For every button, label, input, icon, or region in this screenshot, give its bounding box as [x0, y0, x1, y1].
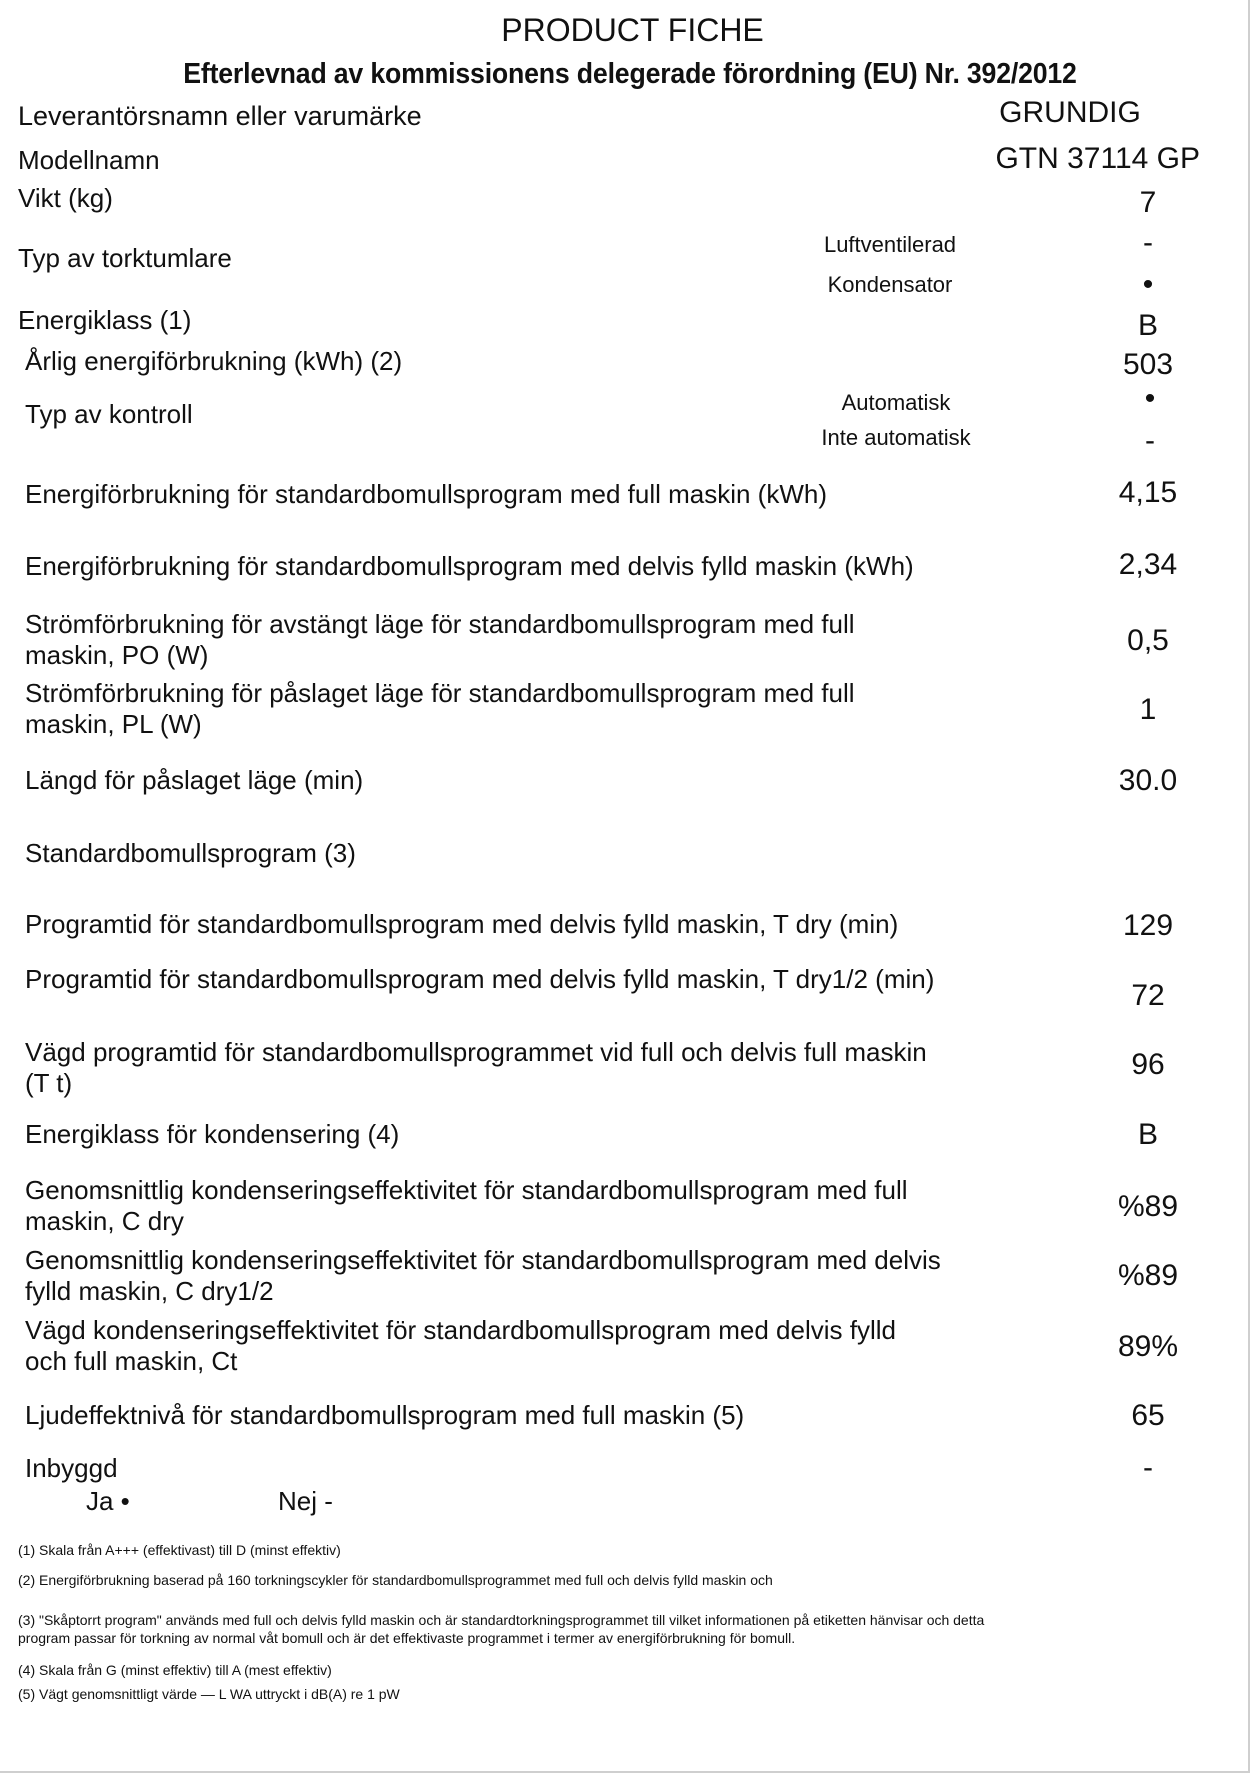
automatic-value: •: [1144, 382, 1156, 415]
energy-full-label: Energiförbrukning för standardbomullsprogram med full maskin (kWh): [25, 479, 827, 509]
power-left-on-label: Strömförbrukning för påslaget läge för standardbomullsprogram med full maskin, PL (W): [25, 678, 855, 739]
energy-class-label: Energiklass (1): [18, 305, 192, 335]
built-in-value: -: [1143, 1451, 1153, 1484]
control-type-label: Typ av kontroll: [25, 399, 193, 429]
dryer-type-label: Typ av torktumlare: [18, 243, 232, 273]
model-value: GTN 37114 GP: [995, 142, 1200, 175]
energy-partial-label: Energiförbrukning för standardbomullsprogram med delvis fylld maskin (kWh): [25, 551, 914, 581]
weighted-cond-label: Vägd kondenseringseffektivitet för standardbomullsprogram med delvis fylld och full maskin, Ct: [25, 1315, 896, 1376]
supplier-label: Leverantörsnamn eller varumärke: [18, 101, 422, 131]
footnote-3: (3) "Skåptorrt program" används med full och delvis fylld maskin och är standardtorkningsprogrammet till vilket informationen på etiketten hänvisar och detta program passar för torkning av normal våt bomull och är det effektivaste programmet i termer av energiförbrukning för bomull.: [18, 1612, 985, 1646]
air-vented-label: Luftventilerad: [823, 232, 957, 257]
noise-label: Ljudeffektnivå för standardbomullsprogram med full maskin (5): [25, 1400, 745, 1430]
energy-class-value: B: [1137, 309, 1158, 342]
cond-eff-full-value: %89: [1117, 1190, 1179, 1223]
weighted-cond-value: 89%: [1117, 1330, 1179, 1363]
power-off-value: 0,5: [1127, 624, 1169, 657]
weighted-time-value: 96: [1131, 1048, 1165, 1081]
footnote-2: (2) Energiförbrukning baserad på 160 torkningscykler för standardbomullsprogrammet med full och delvis fylld maskin och: [18, 1572, 773, 1588]
standard-program-label: Standardbomullsprogram (3): [25, 838, 356, 868]
model-label: Modellnamn: [18, 145, 160, 175]
footnote-4: (4) Skala från G (minst effektiv) till A (mest effektiv): [18, 1662, 332, 1678]
power-left-on-value: 1: [1139, 693, 1157, 726]
footnote-1: (1) Skala från A+++ (effektivast) till D (minst effektiv): [18, 1542, 341, 1558]
cond-eff-full-label: Genomsnittlig kondenseringseffektivitet för standardbomullsprogram med full maskin, C dry: [25, 1175, 908, 1236]
program-time-partial-label: Programtid för standardbomullsprogram med delvis fylld maskin, T dry (min): [25, 909, 899, 939]
weight-value: 7: [1139, 186, 1157, 219]
weight-label: Vikt (kg): [18, 183, 113, 213]
non-automatic-value: -: [1145, 424, 1155, 457]
program-time-half-value: 72: [1131, 979, 1165, 1012]
condenser-label: Kondensator: [827, 272, 953, 297]
condensation-class-label: Energiklass för kondensering (4): [25, 1119, 400, 1149]
annual-energy-value: 503: [1122, 348, 1174, 381]
built-in-yes: Ja •: [86, 1486, 130, 1516]
condensation-class-value: B: [1137, 1118, 1158, 1151]
air-vented-value: -: [1143, 226, 1153, 259]
program-time-half-label: Programtid för standardbomullsprogram med delvis fylld maskin, T dry1/2 (min): [25, 964, 935, 994]
program-time-partial-value: 129: [1122, 909, 1174, 942]
regulation-subtitle: Efterlevnad av kommissionens delegerade förordning (EU) Nr. 392/2012: [183, 58, 1077, 90]
noise-value: 65: [1131, 1399, 1165, 1432]
left-on-duration-value: 30.0: [1118, 764, 1178, 797]
footnote-5: (5) Vägt genomsnittligt värde — L WA uttryckt i dB(A) re 1 pW: [18, 1686, 400, 1702]
automatic-label: Automatisk: [841, 390, 951, 415]
weighted-time-label: Vägd programtid för standardbomullsprogrammet vid full och delvis full maskin (T t): [25, 1037, 927, 1098]
non-automatic-label: Inte automatisk: [821, 425, 971, 450]
annual-energy-label: Årlig energiförbrukning (kWh) (2): [25, 346, 403, 376]
energy-full-value: 4,15: [1118, 476, 1178, 509]
cond-eff-partial-value: %89: [1117, 1259, 1179, 1292]
supplier-value: GRUNDIG: [999, 96, 1141, 129]
cond-eff-partial-label: Genomsnittlig kondenseringseffektivitet för standardbomullsprogram med delvis fylld maskin, C dry1/2: [25, 1245, 941, 1306]
energy-partial-value: 2,34: [1118, 548, 1178, 581]
built-in-no: Nej -: [278, 1486, 333, 1516]
left-on-duration-label: Längd för påslaget läge (min): [25, 765, 364, 795]
power-off-label: Strömförbrukning för avstängt läge för standardbomullsprogram med full maskin, PO (W): [25, 609, 855, 670]
built-in-label: Inbyggd: [25, 1453, 118, 1483]
condenser-value: •: [1142, 268, 1154, 301]
page-title: PRODUCT FICHE: [501, 12, 764, 48]
